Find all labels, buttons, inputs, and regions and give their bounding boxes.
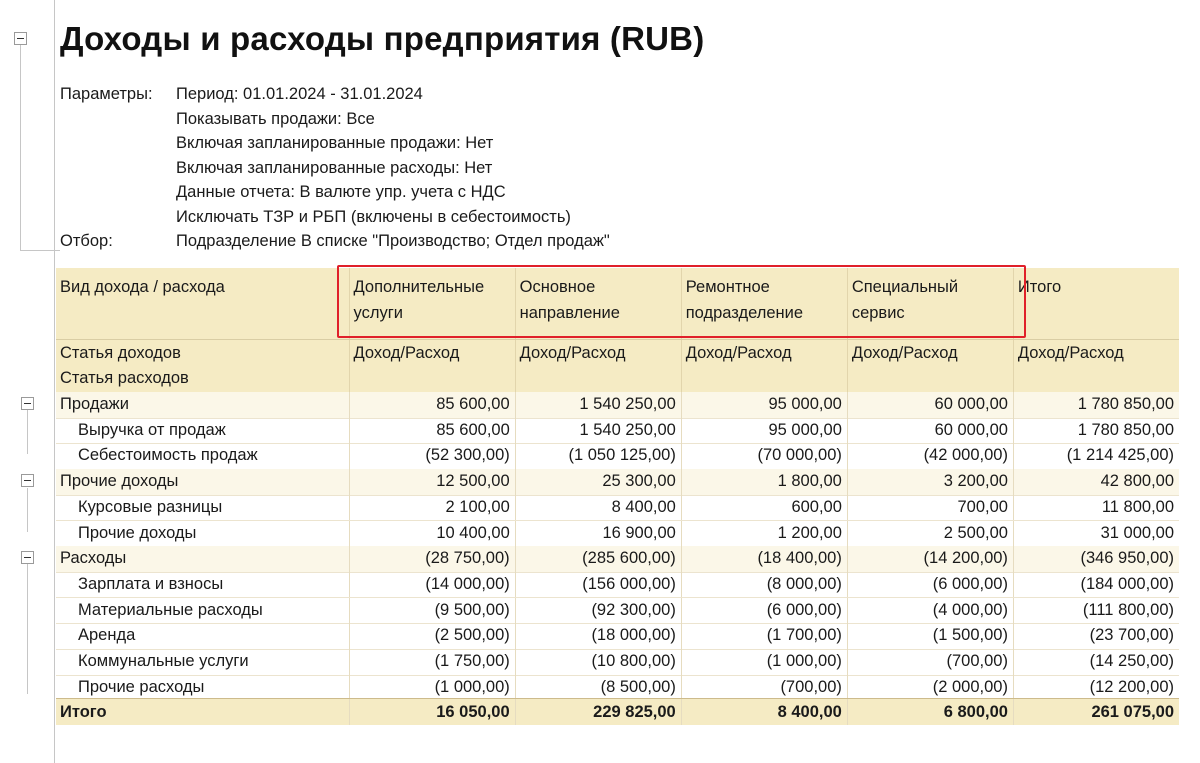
measure-header: Доход/Расход xyxy=(847,340,1013,392)
table-row[interactable] xyxy=(56,443,1179,470)
value-cell: 25 300,00 xyxy=(515,469,681,495)
value-cell: 1 540 250,00 xyxy=(515,392,681,418)
row-label: Расходы xyxy=(60,549,127,568)
value-cell: (111 800,00) xyxy=(1013,598,1179,624)
column-header-total[interactable]: Итого xyxy=(1013,268,1179,339)
value-cell: 2 500,00 xyxy=(847,521,1013,547)
value-cell: (1 000,00) xyxy=(681,649,847,675)
value-cell: (1 050 125,00) xyxy=(515,443,681,469)
measure-header: Доход/Расход xyxy=(515,340,681,392)
params-label: Параметры: xyxy=(60,85,153,103)
param-row xyxy=(60,82,610,107)
column-header-repair-division[interactable]: Ремонтное подразделение xyxy=(681,268,847,339)
param-period: Период: 01.01.2024 - 31.01.2024 xyxy=(176,85,423,103)
column-header-additional-services[interactable]: Дополнительные услуги xyxy=(349,268,515,339)
value-cell: (14 000,00) xyxy=(349,572,515,598)
table-row[interactable] xyxy=(56,572,1179,599)
outline-rail xyxy=(27,564,28,694)
filter-row xyxy=(60,229,610,254)
value-cell: (14 250,00) xyxy=(1013,649,1179,675)
row-label: Аренда xyxy=(78,626,136,645)
value-cell: (184 000,00) xyxy=(1013,572,1179,598)
row-label: Материальные расходы xyxy=(78,600,263,619)
param-planned-sales: Включая запланированные продажи: Нет xyxy=(176,134,494,152)
collapse-sales-icon[interactable] xyxy=(21,397,34,410)
value-cell: (14 200,00) xyxy=(847,546,1013,572)
param-row xyxy=(60,205,610,230)
collapse-other-income-icon[interactable] xyxy=(21,474,34,487)
value-cell: (346 950,00) xyxy=(1013,546,1179,572)
filter-label: Отбор: xyxy=(60,232,113,250)
value-cell: (42 000,00) xyxy=(847,443,1013,469)
param-row xyxy=(60,131,610,156)
collapse-header-icon[interactable] xyxy=(14,32,27,45)
total-value: 261 075,00 xyxy=(1013,699,1179,725)
value-cell: (1 214 425,00) xyxy=(1013,443,1179,469)
column-header-type[interactable]: Вид дохода / расхода xyxy=(60,278,225,296)
row-label: Курсовые разницы xyxy=(78,497,223,516)
table-subheader-row xyxy=(56,340,1179,392)
value-cell: 8 400,00 xyxy=(515,495,681,521)
value-cell: (6 000,00) xyxy=(847,572,1013,598)
value-cell: (2 000,00) xyxy=(847,675,1013,701)
table-row[interactable] xyxy=(56,392,1179,419)
value-cell: 85 600,00 xyxy=(349,418,515,444)
value-cell: 10 400,00 xyxy=(349,521,515,547)
value-cell: (18 400,00) xyxy=(681,546,847,572)
row-label: Выручка от продаж xyxy=(78,420,226,439)
value-cell: 95 000,00 xyxy=(681,418,847,444)
outline-rail xyxy=(27,410,28,454)
value-cell: 31 000,00 xyxy=(1013,521,1179,547)
value-cell: 85 600,00 xyxy=(349,392,515,418)
value-cell: 16 900,00 xyxy=(515,521,681,547)
value-cell: 600,00 xyxy=(681,495,847,521)
table-total-row[interactable] xyxy=(56,698,1179,725)
value-cell: 700,00 xyxy=(847,495,1013,521)
total-label: Итого xyxy=(60,703,107,721)
measure-header: Доход/Расход xyxy=(349,340,515,392)
param-show-sales: Показывать продажи: Все xyxy=(176,109,375,128)
row-label: Себестоимость продаж xyxy=(78,446,258,465)
total-value: 8 400,00 xyxy=(681,699,847,725)
table-row[interactable] xyxy=(56,418,1179,445)
subheader-labels xyxy=(56,340,349,392)
row-label: Коммунальные услуги xyxy=(78,652,249,670)
row-label: Прочие доходы xyxy=(60,472,179,491)
value-cell: (700,00) xyxy=(681,675,847,701)
value-cell: (52 300,00) xyxy=(349,443,515,469)
value-cell: 1 540 250,00 xyxy=(515,418,681,444)
outline-rail xyxy=(20,38,21,250)
table-row[interactable] xyxy=(56,546,1179,573)
report-title: Доходы и расходы предприятия (RUB) xyxy=(60,20,705,57)
value-cell: (6 000,00) xyxy=(681,598,847,624)
value-cell: 42 800,00 xyxy=(1013,469,1179,495)
value-cell: 60 000,00 xyxy=(847,418,1013,444)
table-row[interactable] xyxy=(56,495,1179,522)
value-cell: (1 750,00) xyxy=(349,649,515,675)
filter-value: Подразделение В списке "Производство; Отдел продаж" xyxy=(176,232,610,250)
value-cell: (1 000,00) xyxy=(349,675,515,701)
table-row[interactable] xyxy=(56,521,1179,548)
measure-header: Доход/Расход xyxy=(1013,340,1179,392)
total-value: 16 050,00 xyxy=(349,699,515,725)
value-cell: (1 500,00) xyxy=(847,623,1013,649)
value-cell: 11 800,00 xyxy=(1013,495,1179,521)
param-planned-expenses: Включая запланированные расходы: Нет xyxy=(176,158,493,177)
outline-rail xyxy=(27,488,28,532)
value-cell: 1 800,00 xyxy=(681,469,847,495)
value-cell: (9 500,00) xyxy=(349,598,515,624)
value-cell: (12 200,00) xyxy=(1013,675,1179,701)
value-cell: 95 000,00 xyxy=(681,392,847,418)
row-label: Зарплата и взносы xyxy=(78,574,224,593)
value-cell: (10 800,00) xyxy=(515,649,681,675)
value-cell: (700,00) xyxy=(847,649,1013,675)
value-cell: (4 000,00) xyxy=(847,598,1013,624)
row-label: Прочие доходы xyxy=(78,523,197,542)
value-cell: 1 200,00 xyxy=(681,521,847,547)
param-row xyxy=(60,107,610,132)
row-label: Продажи xyxy=(60,395,129,413)
subheader-income-item: Статья доходов xyxy=(60,344,181,362)
value-cell: (285 600,00) xyxy=(515,546,681,572)
value-cell: 60 000,00 xyxy=(847,392,1013,418)
measure-header: Доход/Расход xyxy=(681,340,847,392)
table-row[interactable] xyxy=(56,623,1179,650)
param-report-data: Данные отчета: В валюте упр. учета с НДС xyxy=(176,183,506,201)
table-row[interactable] xyxy=(56,649,1179,676)
value-cell: 12 500,00 xyxy=(349,469,515,495)
table-row[interactable] xyxy=(56,469,1179,496)
value-cell: (156 000,00) xyxy=(515,572,681,598)
value-cell: 2 100,00 xyxy=(349,495,515,521)
total-value: 6 800,00 xyxy=(847,699,1013,725)
report-parameters xyxy=(60,82,610,254)
value-cell: (28 750,00) xyxy=(349,546,515,572)
column-header-main-direction[interactable]: Основное направление xyxy=(515,268,681,339)
value-cell: 1 780 850,00 xyxy=(1013,418,1179,444)
value-cell: 3 200,00 xyxy=(847,469,1013,495)
value-cell: (1 700,00) xyxy=(681,623,847,649)
highlight-frame xyxy=(337,265,1026,338)
value-cell: (8 500,00) xyxy=(515,675,681,701)
param-row xyxy=(60,180,610,205)
param-exclude: Исключать ТЗР и РБП (включены в себестоимость) xyxy=(176,207,571,226)
row-label: Прочие расходы xyxy=(78,677,205,696)
table-row[interactable] xyxy=(56,598,1179,625)
value-cell: (70 000,00) xyxy=(681,443,847,469)
column-header-special-service[interactable]: Специальный сервис xyxy=(847,268,1013,339)
collapse-expenses-icon[interactable] xyxy=(21,551,34,564)
subheader-expense-item: Статья расходов xyxy=(60,369,189,387)
param-row xyxy=(60,156,610,181)
outline-rail xyxy=(54,0,55,763)
value-cell: 1 780 850,00 xyxy=(1013,392,1179,418)
value-cell: (2 500,00) xyxy=(349,623,515,649)
value-cell: (23 700,00) xyxy=(1013,623,1179,649)
value-cell: (92 300,00) xyxy=(515,598,681,624)
total-value: 229 825,00 xyxy=(515,699,681,725)
value-cell: (8 000,00) xyxy=(681,572,847,598)
value-cell: (18 000,00) xyxy=(515,623,681,649)
